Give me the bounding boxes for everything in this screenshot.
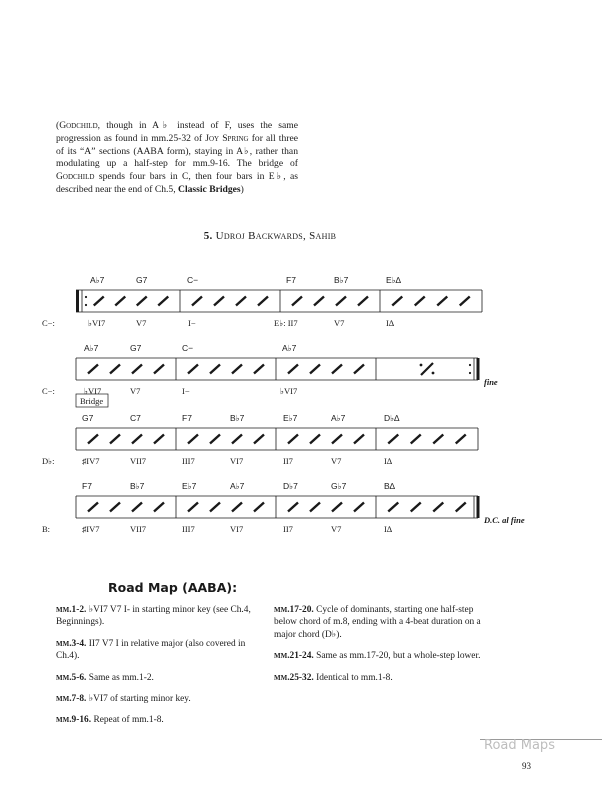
road-map-item: mm.1-2. ♭VI7 V7 I- in starting minor key (see Ch.4, Beginnings). — [56, 605, 251, 628]
beat-slash — [254, 435, 264, 444]
repeat-measure-sign — [421, 363, 433, 375]
key-label: C−: — [42, 318, 55, 328]
roman-numeral: ♭VI7 — [88, 318, 106, 328]
beat-slash — [232, 435, 242, 444]
beat-slash — [210, 365, 220, 374]
roman-numeral: III7 — [182, 456, 195, 466]
roman-numeral: I− — [188, 318, 196, 328]
beat-slash — [336, 297, 346, 306]
beat-slash — [254, 503, 264, 512]
bridge-label: Bridge — [80, 396, 104, 406]
chord-symbol: B♭7 — [230, 413, 245, 423]
key-label: B: — [42, 524, 51, 534]
tune-name-godchild: Godchild — [56, 171, 95, 183]
beat-slash — [310, 365, 320, 374]
beat-slash — [354, 435, 364, 444]
chord-symbol: D♭7 — [283, 481, 298, 491]
chord-symbol: E♭7 — [182, 481, 197, 491]
intro-text: ) — [240, 183, 244, 195]
chord-symbol: B♭7 — [334, 275, 349, 285]
beat-slash — [332, 435, 342, 444]
tune-number: 5. — [203, 230, 213, 242]
beat-slash — [210, 503, 220, 512]
beat-slash — [411, 435, 421, 444]
roman-numeral: ♯IV7 — [82, 456, 100, 466]
beat-slash — [192, 297, 202, 306]
roman-numeral: V7 — [331, 456, 342, 466]
chord-symbol: D♭∆ — [384, 413, 400, 423]
beat-slash — [437, 297, 447, 306]
road-map-item: mm.25-32. Identical to mm.1-8. — [274, 672, 393, 683]
beat-slash — [288, 435, 298, 444]
beat-slash — [110, 365, 120, 374]
beat-slash — [460, 297, 470, 306]
chord-symbol: F7 — [82, 481, 92, 491]
chord-symbol: C7 — [130, 413, 141, 423]
beat-slash — [232, 365, 242, 374]
beat-slash — [332, 365, 342, 374]
beat-slash — [236, 297, 246, 306]
chord-symbol: G♭7 — [331, 481, 347, 491]
roman-numeral: ♭VI7 — [84, 386, 102, 396]
chord-symbol: C− — [187, 275, 199, 285]
form-direction: fine — [484, 377, 498, 387]
chord-symbol: G7 — [136, 275, 148, 285]
roman-numeral: ♭VI7 — [280, 386, 298, 396]
intro-text: spends four bars in C, then four bars in E♭, as described near the end of Ch.5, — [56, 171, 298, 195]
final-barline — [477, 496, 480, 518]
chord-symbol: G7 — [130, 343, 142, 353]
beat-slash — [388, 503, 398, 512]
beat-slash — [288, 365, 298, 374]
beat-slash — [358, 297, 368, 306]
chord-symbol: C− — [182, 343, 194, 353]
beat-slash — [188, 503, 198, 512]
beat-slash — [310, 503, 320, 512]
roman-numeral: I∆ — [384, 456, 393, 466]
beat-slash — [154, 365, 164, 374]
repeat-measure-dot — [420, 364, 423, 367]
road-map-item: mm.9-16. Repeat of mm.1-8. — [56, 715, 164, 726]
beat-slash — [292, 297, 302, 306]
roman-numeral: III7 — [182, 524, 195, 534]
key-label: C−: — [42, 386, 55, 396]
tune-name-godchild: Godchild — [59, 120, 98, 131]
tune-name-joy-spring: Joy Spring — [205, 132, 249, 144]
roman-numeral: II7 — [283, 524, 293, 534]
chord-symbol: G7 — [82, 413, 94, 423]
beat-slash — [132, 503, 142, 512]
beat-slash — [392, 297, 402, 306]
page-number: 93 — [522, 761, 531, 771]
beat-slash — [288, 503, 298, 512]
chord-symbol: A♭7 — [90, 275, 105, 285]
beat-slash — [132, 365, 142, 374]
beat-slash — [94, 297, 104, 306]
beat-slash — [154, 503, 164, 512]
repeat-dot — [85, 296, 87, 298]
beat-slash — [456, 435, 466, 444]
chord-symbol: A♭7 — [84, 343, 99, 353]
beat-slash — [154, 435, 164, 444]
beat-slash — [433, 503, 443, 512]
chord-symbol: B∆ — [384, 481, 395, 491]
roman-numeral: I∆ — [386, 318, 395, 328]
intro-text: for all three of its “A” sections (AABA form), staying in A♭, rather than modulating up a half-step for mm.9-16. The bridge of — [56, 132, 298, 170]
beat-slash — [110, 435, 120, 444]
beat-slash — [388, 435, 398, 444]
beat-slash — [158, 297, 168, 306]
repeat-measure-dot — [432, 372, 435, 375]
beat-slash — [332, 503, 342, 512]
beat-slash — [88, 365, 98, 374]
beat-slash — [354, 503, 364, 512]
road-map-item: mm.7-8. ♭VI7 of starting minor key. — [56, 694, 191, 705]
roman-numeral: II7 — [283, 456, 293, 466]
beat-slash — [254, 365, 264, 374]
beat-slash — [354, 365, 364, 374]
chord-symbol: B♭7 — [130, 481, 145, 491]
road-map-item: mm.17-20. Cycle of dominants, starting one half-step below chord of m.8, ending with a 4-beat duration on a major chord (D♭). — [274, 605, 481, 640]
key-label: D♭: — [42, 456, 55, 466]
chord-symbol: F7 — [286, 275, 296, 285]
beat-slash — [115, 297, 125, 306]
beat-slash — [88, 435, 98, 444]
intro-text: , though in A♭ instead of F, uses the same progression as found in mm.25-32 of — [56, 120, 298, 144]
chord-symbol: A♭7 — [230, 481, 245, 491]
roman-numeral: VI7 — [230, 456, 244, 466]
beat-slash — [314, 297, 324, 306]
repeat-dot — [469, 364, 471, 366]
chord-symbol: F7 — [182, 413, 192, 423]
beat-slash — [132, 435, 142, 444]
roman-numeral: VII7 — [130, 456, 147, 466]
roman-numeral: VI7 — [230, 524, 244, 534]
beat-slash — [258, 297, 268, 306]
roman-numeral: V7 — [334, 318, 345, 328]
beat-slash — [88, 503, 98, 512]
road-map-item: mm.5-6. Same as mm.1-2. — [56, 672, 154, 683]
road-map-item: mm.3-4. II7 V7 I in relative major (also covered in Ch.4). — [56, 638, 246, 662]
beat-slash — [137, 297, 147, 306]
beat-slash — [214, 297, 224, 306]
running-head: Road Maps — [484, 738, 555, 753]
beat-slash — [433, 435, 443, 444]
intro-text: ( — [56, 120, 60, 131]
repeat-dot — [469, 372, 471, 374]
beat-slash — [232, 503, 242, 512]
roman-numeral: VII7 — [130, 524, 147, 534]
roman-numeral: V7 — [130, 386, 141, 396]
form-direction: D.C. al fine — [484, 515, 525, 525]
roman-numeral: I− — [182, 386, 190, 396]
roman-numeral: V7 — [331, 524, 342, 534]
beat-slash — [110, 503, 120, 512]
repeat-start-barline — [76, 290, 79, 312]
roman-numeral: I∆ — [384, 524, 393, 534]
roman-numeral: E♭: II7 — [274, 318, 298, 328]
chord-symbol: E♭∆ — [386, 275, 401, 285]
road-map-left-column — [56, 604, 266, 736]
roman-numeral: V7 — [136, 318, 147, 328]
beat-slash — [210, 435, 220, 444]
chord-symbol: A♭7 — [282, 343, 297, 353]
beat-slash — [310, 435, 320, 444]
road-map-item: mm.21-24. Same as mm.17-20, but a whole-step lower. — [274, 651, 481, 662]
roman-numeral: ♯IV7 — [82, 524, 100, 534]
beat-slash — [188, 435, 198, 444]
tune-name: Udroj Backwards, Sahib — [215, 230, 337, 242]
beat-slash — [188, 365, 198, 374]
road-map-title: Road Map (AABA): — [108, 580, 238, 595]
chapter-reference: Classic Bridges — [178, 183, 241, 195]
road-map-right-column — [274, 604, 496, 693]
beat-slash — [456, 503, 466, 512]
final-barline — [477, 358, 480, 380]
chord-symbol: E♭7 — [283, 413, 298, 423]
chord-symbol: A♭7 — [331, 413, 346, 423]
beat-slash — [411, 503, 421, 512]
repeat-dot — [85, 304, 87, 306]
beat-slash — [415, 297, 425, 306]
